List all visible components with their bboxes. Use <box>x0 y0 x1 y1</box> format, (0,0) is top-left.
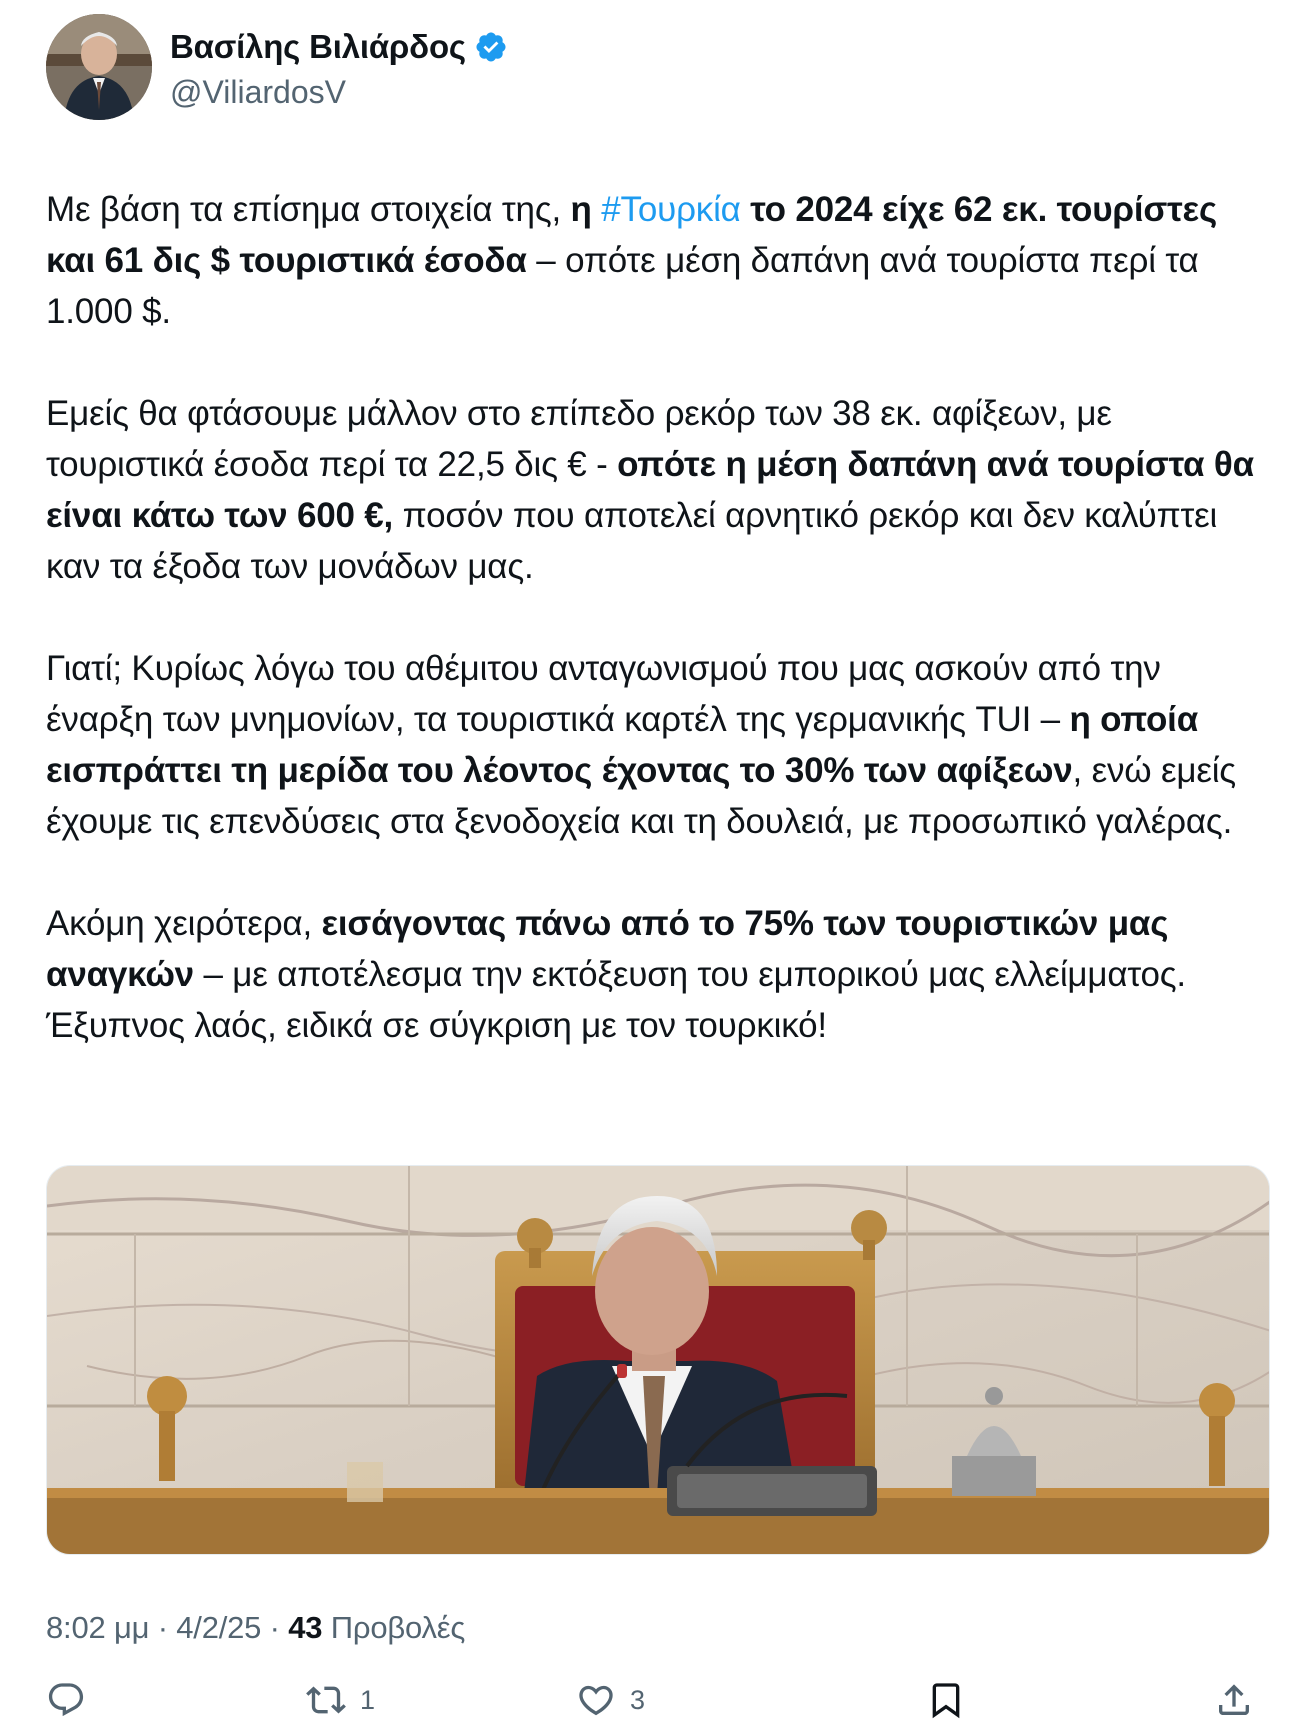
avatar[interactable] <box>46 14 152 120</box>
tweet-paragraph <box>46 643 1256 847</box>
tweet-paragraph <box>46 388 1256 592</box>
tweet-text-segment: Με βάση τα επίσημα στοιχεία της, <box>46 190 571 229</box>
meta-separator: · <box>261 1610 289 1645</box>
heart-icon <box>576 1680 616 1720</box>
hashtag-link[interactable]: #Τουρκία <box>601 190 741 229</box>
author-names <box>170 28 508 111</box>
tweet-bold-text: εισάγοντας πάνω από το 75% των τουριστικών μας αναγκών <box>46 904 1169 994</box>
tweet-date[interactable]: 4/2/25 <box>176 1610 262 1645</box>
tweet-time[interactable]: 8:02 μμ <box>46 1610 150 1645</box>
tweet-media-image[interactable] <box>46 1165 1270 1555</box>
tweet-text <box>46 184 1256 1102</box>
tweet-text-segment: Εμείς θα φτάσουμε μάλλον στο επίπεδο ρεκόρ των 38 εκ. αφίξεων, με τουριστικά έσοδα περί τα 22,5 δις € - <box>46 394 1112 484</box>
share-icon <box>1214 1680 1254 1720</box>
tweet-text-segment: , ενώ εμείς έχουμε τις επενδύσεις στα ξενοδοχεία και τη δουλειά, με προσωπικό γαλέρας. <box>46 751 1236 841</box>
tweet-text-segment: ποσόν που αποτελεί αρνητικό ρεκόρ και δεν καλύπτει καν τα έξοδα των μονάδων μας. <box>46 496 1218 586</box>
tweet-header <box>46 14 508 120</box>
retweet-button[interactable] <box>306 1680 375 1720</box>
meta-separator: · <box>149 1610 177 1645</box>
bookmark-button[interactable] <box>926 1680 966 1720</box>
retweet-count: 1 <box>360 1684 376 1715</box>
tweet-paragraph <box>46 184 1256 337</box>
bookmark-icon <box>926 1680 966 1720</box>
tweet-actions <box>46 1680 1260 1721</box>
tweet-meta <box>46 1610 465 1646</box>
retweet-icon <box>306 1680 346 1720</box>
tweet-bold-text: η <box>570 190 602 229</box>
tweet-paragraph <box>46 898 1256 1051</box>
like-button[interactable] <box>576 1680 645 1720</box>
name-row <box>170 28 508 66</box>
tweet-text-segment: – οπότε μέση δαπάνη ανά τουρίστα περί τα 1.000 $. <box>46 241 1199 331</box>
reply-icon <box>46 1680 86 1720</box>
tweet-text-segment: Ακόμη χειρότερα, <box>46 904 322 943</box>
reply-button[interactable] <box>46 1680 100 1720</box>
verified-badge-icon <box>474 30 508 64</box>
display-name[interactable]: Βασίλης Βιλιάρδος <box>170 28 466 65</box>
tweet-bold-text: το 2024 είχε 62 εκ. τουρίστες και 61 δις $ τουριστικά έσοδα <box>46 190 1217 280</box>
views-count: 43 <box>288 1610 323 1645</box>
views-label: Προβολές <box>322 1610 466 1645</box>
share-button[interactable] <box>1214 1680 1254 1720</box>
handle[interactable]: @ViliardosV <box>170 74 346 110</box>
like-count: 3 <box>630 1684 646 1715</box>
tweet-text-segment: – με αποτέλεσμα την εκτόξευση του εμπορικού μας ελλείμματος. Έξυπνος λαός, ειδικά σε σύγκριση με τον τουρκικό! <box>46 955 1186 1045</box>
tweet-text-segment: Γιατί; Κυρίως λόγω του αθέμιτου ανταγωνισμού που μας ασκούν από την έναρξη των μνημονίων, τα τουριστικά καρτέλ της γερμανικής TUI – <box>46 649 1161 739</box>
tweet-bold-text: η οποία εισπράττει τη μερίδα του λέοντος έχοντας το 30% των αφίξεων <box>46 700 1199 790</box>
tweet-bold-text: οπότε η μέση δαπάνη ανά τουρίστα θα είναι κάτω των 600 €, <box>46 445 1254 535</box>
